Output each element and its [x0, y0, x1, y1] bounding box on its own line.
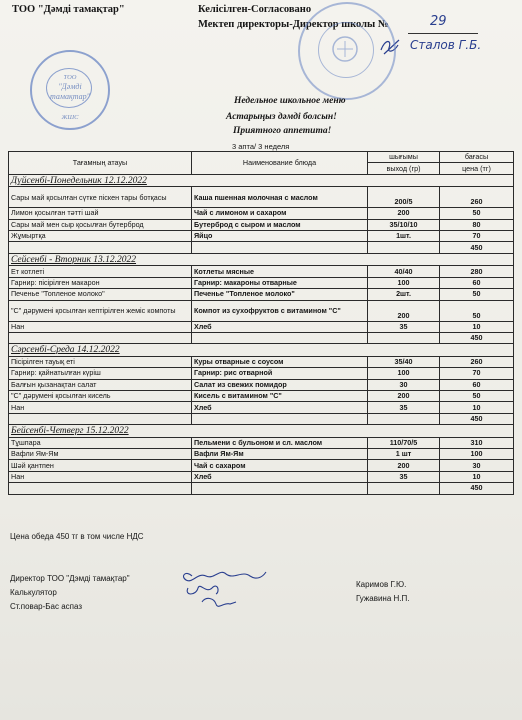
greeting-ru: Приятного аппетита! — [233, 126, 332, 136]
agreed-label: Келісілген-Согласовано — [198, 4, 312, 15]
dish-name-kz: Нан — [9, 402, 192, 413]
company-name: ТОО "Дәмді тамақтар" — [12, 4, 125, 15]
day-row — [9, 344, 514, 357]
dish-price: 260 — [440, 187, 514, 208]
dish-yield: 1 шт — [368, 449, 440, 460]
dish-yield: 35/40 — [368, 356, 440, 367]
dish-name-ru: Гарнир: рис отварной — [192, 368, 368, 379]
dish-name-ru: Чай с сахаром — [192, 460, 368, 471]
col-header-price-ru: цена (тг) — [440, 163, 514, 174]
dish-price: 50 — [440, 208, 514, 219]
dish-price: 70 — [440, 231, 514, 242]
footer-signatures — [176, 566, 268, 614]
dish-yield: 35 — [368, 402, 440, 413]
dish-name-ru: Кисель с витамином "С" — [192, 390, 368, 401]
dish-name-kz: Жұмыртқа — [9, 231, 192, 242]
cook-label: Ст.повар-Бас аспаз — [10, 602, 83, 611]
dish-name-kz: "С" дәрумені қосылған кисель — [9, 390, 192, 401]
menu-item-row — [9, 379, 514, 390]
dish-name-kz: Печенье "Топленое молоко" — [9, 289, 192, 300]
calculator-name: Гужавина Н.П. — [356, 594, 410, 603]
dish-name-kz: Гарнир: пісірілген макарон — [9, 277, 192, 288]
menu-item-row — [9, 368, 514, 379]
dish-price: 10 — [440, 402, 514, 413]
dish-name-ru: Гарнир: макароны отварные — [192, 277, 368, 288]
dish-name-kz: Сары май қосылған сүтке піскен тары ботқасы — [9, 187, 192, 208]
dish-yield: 200 — [368, 390, 440, 401]
dish-name-ru: Вафли Ям-Ям — [192, 449, 368, 460]
menu-item-row — [9, 289, 514, 300]
menu-item-row — [9, 300, 514, 321]
dish-yield: 200 — [368, 460, 440, 471]
col-header-name-kz: Тағамның атауы — [9, 152, 192, 175]
dish-price: 10 — [440, 321, 514, 332]
dish-price: 50 — [440, 390, 514, 401]
dish-yield: 2шт. — [368, 289, 440, 300]
dish-yield: 100 — [368, 277, 440, 288]
dish-name-kz: Балғын қызанақтан салат — [9, 379, 192, 390]
dish-yield: 110/70/5 — [368, 437, 440, 448]
dish-yield: 1шт. — [368, 231, 440, 242]
menu-item-row — [9, 219, 514, 230]
dish-name-kz: "С" дәрумені қосылған кептірілген жеміс компоты — [9, 300, 192, 321]
day-title: Дүйсенбі-Понедельник 12.12.2022 — [9, 174, 514, 187]
director-name: Каримов Г.Ю. — [356, 580, 407, 589]
dish-name-ru: Салат из свежих помидор — [192, 379, 368, 390]
dish-yield: 200 — [368, 300, 440, 321]
dish-name-kz: Нан — [9, 321, 192, 332]
day-row — [9, 253, 514, 266]
company-stamp: ТОО "Дәмді тамақтар" ЖШС — [30, 50, 110, 130]
price-note: Цена обеда 450 тг в том числе НДС — [10, 532, 144, 541]
dish-yield: 35 — [368, 471, 440, 482]
dish-price: 50 — [440, 300, 514, 321]
day-total: 450 — [440, 413, 514, 424]
col-header-price-kz: бағасы — [440, 152, 514, 163]
day-title: Бейсенбі-Четверг 15.12.2022 — [9, 425, 514, 438]
day-row — [9, 174, 514, 187]
menu-item-row — [9, 266, 514, 277]
day-row — [9, 425, 514, 438]
day-total-row — [9, 242, 514, 253]
col-header-yield-kz: шығымы — [368, 152, 440, 163]
dish-name-kz: Вафли Ям-Ям — [9, 449, 192, 460]
day-title: Сейсенбі - Вторник 13.12.2022 — [9, 253, 514, 266]
dish-yield: 200 — [368, 208, 440, 219]
director-label: Директор ТОО "Дэмді тамақтар" — [10, 574, 130, 583]
day-total: 450 — [440, 242, 514, 253]
dish-name-ru: Котлеты мясные — [192, 266, 368, 277]
greeting-kz: Астарыңыз дәмді болсын! — [226, 112, 337, 122]
dish-yield: 35 — [368, 321, 440, 332]
day-title: Сәрсенбі-Среда 14.12.2022 — [9, 344, 514, 357]
menu-item-row — [9, 437, 514, 448]
day-total: 450 — [440, 332, 514, 343]
dish-name-kz: Нан — [9, 471, 192, 482]
director-line: Мектеп директоры-Директор школы № — [198, 19, 389, 30]
dish-yield: 35/10/10 — [368, 219, 440, 230]
dish-name-kz: Сары май мен сыр қосылған бутерброд — [9, 219, 192, 230]
dish-yield: 100 — [368, 368, 440, 379]
menu-item-row — [9, 356, 514, 367]
dish-name-ru: Куры отварные с соусом — [192, 356, 368, 367]
dish-name-kz: Лимон қосылған тәтті шай — [9, 208, 192, 219]
dish-price: 280 — [440, 266, 514, 277]
dish-name-ru: Бутерброд с сыром и маслом — [192, 219, 368, 230]
dish-name-kz: Тұшпара — [9, 437, 192, 448]
dish-price: 100 — [440, 449, 514, 460]
dish-yield: 40/40 — [368, 266, 440, 277]
dish-name-ru: Чай с лимоном и сахаром — [192, 208, 368, 219]
dish-yield: 30 — [368, 379, 440, 390]
menu-table — [8, 151, 514, 495]
day-total: 450 — [440, 483, 514, 494]
menu-item-row — [9, 471, 514, 482]
calculator-label: Калькулятор — [10, 588, 57, 597]
school-number: 29 — [430, 14, 447, 29]
dish-yield: 200/5 — [368, 187, 440, 208]
dish-name-ru: Компот из сухофруктов с витамином "С" — [192, 300, 368, 321]
dish-price: 310 — [440, 437, 514, 448]
dish-price: 60 — [440, 379, 514, 390]
dish-price: 50 — [440, 289, 514, 300]
menu-item-row — [9, 449, 514, 460]
week-label: 3 апта/ 3 неделя — [232, 142, 290, 151]
dish-price: 80 — [440, 219, 514, 230]
dish-name-ru: Хлеб — [192, 402, 368, 413]
dish-name-kz: Ет котлеті — [9, 266, 192, 277]
dish-name-ru: Яйцо — [192, 231, 368, 242]
dish-name-kz: Шәй қантпен — [9, 460, 192, 471]
dish-name-ru: Хлеб — [192, 321, 368, 332]
dish-name-kz: Гарнир: қайнатылған күріш — [9, 368, 192, 379]
menu-title: Недельное школьное меню — [234, 96, 346, 106]
day-total-row — [9, 413, 514, 424]
school-stamp — [298, 2, 396, 100]
day-total-row — [9, 332, 514, 343]
dish-name-ru: Пельмени с бульоном и сл. маслом — [192, 437, 368, 448]
menu-item-row — [9, 208, 514, 219]
menu-item-row — [9, 460, 514, 471]
dish-price: 260 — [440, 356, 514, 367]
menu-item-row — [9, 402, 514, 413]
dish-name-ru: Хлеб — [192, 471, 368, 482]
dish-price: 70 — [440, 368, 514, 379]
dish-name-ru: Каша пшенная молочная с маслом — [192, 187, 368, 208]
school-number-underline — [408, 33, 478, 34]
menu-body — [9, 174, 514, 494]
day-total-row — [9, 483, 514, 494]
menu-item-row — [9, 187, 514, 208]
dish-price: 60 — [440, 277, 514, 288]
dish-price: 10 — [440, 471, 514, 482]
director-signature-name: Сталов Г.Б. — [410, 38, 482, 52]
menu-item-row — [9, 231, 514, 242]
col-header-name-ru: Наименование блюда — [192, 152, 368, 175]
dish-name-ru: Печенье "Топленое молоко" — [192, 289, 368, 300]
dish-price: 30 — [440, 460, 514, 471]
menu-item-row — [9, 321, 514, 332]
menu-item-row — [9, 277, 514, 288]
dish-name-kz: Пісірілген тауық еті — [9, 356, 192, 367]
col-header-yield-ru: выход (гр) — [368, 163, 440, 174]
menu-item-row — [9, 390, 514, 401]
